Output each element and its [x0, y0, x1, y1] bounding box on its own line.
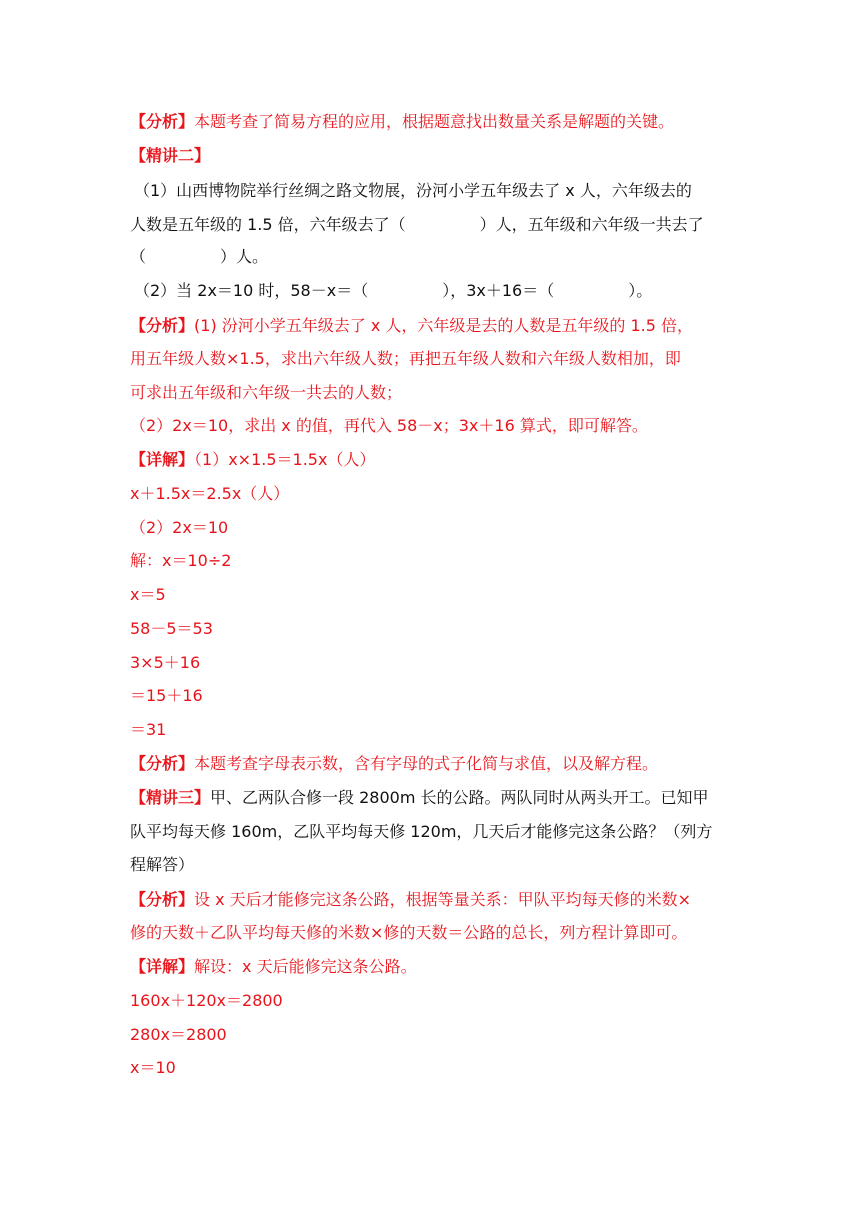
detail-line-6: 58－5＝53	[130, 619, 213, 638]
analysis-text: 设 x 天后才能修完这条公路，根据等量关系：甲队平均每天修的米数×	[194, 890, 692, 909]
question-text: ）。	[628, 281, 653, 300]
analysis-line-8: 修的天数＋乙队平均每天修的米数×修的天数＝公路的总长，列方程计算即可。	[130, 923, 688, 942]
analysis-line-5: （2）2x＝10，求出 x 的值，再代入 58－x；3x＋16 算式，即可解答。	[130, 416, 648, 435]
question-1-line-3	[130, 247, 730, 267]
question-text: 甲、乙两队合修一段 2800m 长的公路。两队同时从两头开工。已知甲	[210, 788, 709, 807]
detail-text: 解设：x 天后能修完这条公路。	[194, 957, 417, 976]
question-text: ），3x＋16＝（	[442, 281, 555, 300]
question-1-line-2	[130, 215, 730, 235]
analysis-text: (1) 汾河小学五年级去了 x 人，六年级是去的人数是五年级的 1.5 倍，	[194, 316, 694, 335]
detail-line-2: x＋1.5x＝2.5x（人）	[130, 484, 290, 503]
analysis-line-7	[130, 890, 730, 910]
detail-line-9: ＝31	[130, 720, 167, 739]
detail-text: （1）x×1.5＝1.5x（人）	[194, 450, 376, 469]
analysis-tag: 【分析】	[130, 112, 195, 131]
section-3-line-2: 队平均每天修 160m，乙队平均每天修 120m，几天后才能修完这条公路？（列方	[130, 822, 713, 841]
section-3-line-1	[130, 788, 730, 808]
section-tag: 【精讲三】	[130, 788, 211, 807]
detail-line-4: 解：x＝10÷2	[130, 551, 232, 570]
analysis-tag: 【分析】	[130, 890, 195, 909]
question-text: （2）当 2x＝10 时，58－x＝（	[134, 281, 369, 300]
detail-line-1	[130, 450, 730, 470]
question-text: ）人，五年级和六年级一共去了	[479, 215, 704, 234]
analysis-line-4: 可求出五年级和六年级一共去的人数；	[130, 383, 403, 402]
analysis-line-6	[130, 754, 730, 774]
question-text: ）人。	[220, 247, 269, 266]
analysis-text: 本题考查字母表示数，含有字母的式子化简与求值，以及解方程。	[194, 754, 659, 773]
detail-line-7: 3×5＋16	[130, 653, 201, 672]
analysis-tag: 【分析】	[130, 316, 195, 335]
section-heading-2	[130, 146, 730, 166]
section-tag: 【精讲二】	[130, 146, 211, 165]
analysis-tag: 【分析】	[130, 754, 195, 773]
detail-tag: 【详解】	[130, 450, 195, 469]
analysis-line-1	[130, 112, 730, 132]
question-text: 人数是五年级的 1.5 倍，六年级去了（	[130, 215, 406, 234]
detail-line-10	[130, 957, 730, 977]
detail-tag: 【详解】	[130, 957, 195, 976]
analysis-line-2	[130, 316, 730, 336]
analysis-text: 本题考查了简易方程的应用，根据题意找出数量关系是解题的关键。	[194, 112, 675, 131]
analysis-line-3: 用五年级人数×1.5，求出六年级人数；再把五年级人数和六年级人数相加，即	[130, 349, 681, 368]
detail-line-5: x＝5	[130, 585, 166, 604]
detail-line-3: （2）2x＝10	[130, 518, 229, 537]
section-3-line-3: 程解答）	[130, 855, 195, 874]
question-text: （	[130, 247, 147, 266]
detail-line-8: ＝15＋16	[130, 686, 203, 705]
detail-line-13: x＝10	[130, 1058, 176, 1077]
question-1-line-1: （1）山西博物院举行丝绸之路文物展，汾河小学五年级去了 x 人，六年级去的	[134, 181, 692, 200]
detail-line-12: 280x＝2800	[130, 1025, 227, 1044]
detail-line-11: 160x＋120x＝2800	[130, 991, 283, 1010]
question-2-line	[134, 281, 734, 301]
